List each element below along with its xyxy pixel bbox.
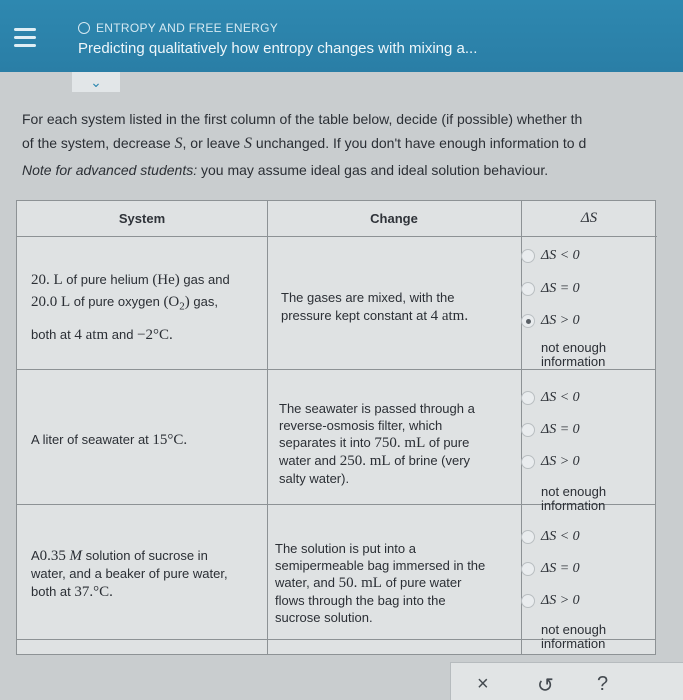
instr-text-a: of the system, decrease bbox=[22, 135, 171, 151]
pressure: 4 atm. bbox=[430, 308, 469, 324]
pressure: 4 atm bbox=[74, 326, 109, 343]
system-cell-2 bbox=[31, 431, 265, 449]
option-row2-unknown[interactable] bbox=[521, 485, 657, 513]
option-row2-gt[interactable] bbox=[521, 454, 657, 470]
volume: 50. mL bbox=[338, 575, 382, 591]
text: water and bbox=[279, 453, 337, 468]
option-row2-lt[interactable] bbox=[521, 390, 657, 406]
note-label: Note for advanced students: bbox=[22, 162, 198, 178]
text: reverse-osmosis filter, which bbox=[279, 418, 443, 433]
menu-icon[interactable] bbox=[8, 20, 42, 54]
radio-button-selected[interactable] bbox=[521, 314, 535, 328]
radio-button[interactable] bbox=[521, 455, 535, 469]
column-divider bbox=[267, 201, 268, 654]
concentration: 0.35 bbox=[39, 548, 66, 564]
option-label: ΔS = 0 bbox=[541, 281, 580, 296]
text: separates it into bbox=[279, 435, 371, 450]
option-row1-unknown[interactable] bbox=[521, 341, 657, 369]
row-divider bbox=[17, 369, 655, 370]
option-label: ΔS > 0 bbox=[541, 313, 580, 328]
radio-button[interactable] bbox=[521, 282, 535, 296]
text: The gases are mixed, with the bbox=[281, 290, 455, 305]
instructions-line-1: For each system listed in the first column of the table below, decide (if possible) whether th bbox=[22, 111, 583, 127]
status-circle-icon bbox=[78, 22, 90, 34]
undo-icon[interactable]: ↺ bbox=[537, 675, 554, 697]
page-title: Predicting qualitatively how entropy changes with mixing a... bbox=[78, 40, 478, 57]
text: both at bbox=[31, 326, 71, 342]
radio-button[interactable] bbox=[521, 594, 535, 608]
text: salty water). bbox=[279, 471, 350, 486]
text: solution of sucrose in bbox=[85, 548, 208, 563]
note-text: you may assume ideal gas and ideal solution behaviour. bbox=[201, 162, 549, 178]
symbol-s: S bbox=[174, 135, 183, 152]
text: The solution is put into a bbox=[275, 541, 416, 556]
section-label bbox=[78, 21, 278, 35]
system-cell-1 bbox=[31, 271, 265, 344]
header-delta-s: ΔS bbox=[521, 201, 657, 237]
option-row3-gt[interactable] bbox=[521, 593, 657, 609]
header-system: System bbox=[17, 201, 267, 237]
option-label: ΔS > 0 bbox=[541, 454, 580, 469]
option-label: ΔS < 0 bbox=[541, 529, 580, 544]
text: of pure oxygen bbox=[73, 294, 160, 309]
text: of pure water bbox=[385, 575, 462, 590]
option-row1-gt[interactable] bbox=[521, 313, 657, 329]
text: of brine (very bbox=[394, 453, 471, 468]
option-label: ΔS > 0 bbox=[541, 593, 580, 608]
text: water, and bbox=[275, 575, 335, 590]
option-row3-unknown[interactable] bbox=[521, 623, 657, 651]
radio-button[interactable] bbox=[521, 562, 535, 576]
volume: 250. mL bbox=[339, 453, 391, 469]
change-cell-2 bbox=[279, 400, 517, 487]
radio-button[interactable] bbox=[521, 423, 535, 437]
section-name: ENTROPY AND FREE ENERGY bbox=[96, 21, 279, 35]
radio-button[interactable] bbox=[521, 391, 535, 405]
temperature: −2°C. bbox=[137, 326, 173, 343]
text: A bbox=[31, 548, 40, 563]
text: pressure kept constant at bbox=[281, 308, 427, 323]
action-bar bbox=[450, 662, 683, 700]
text: The seawater is passed through a bbox=[279, 401, 475, 416]
volume-o2: 20.0 L bbox=[31, 294, 71, 310]
header-change: Change bbox=[267, 201, 521, 237]
radio-button[interactable] bbox=[521, 530, 535, 544]
option-label: ΔS = 0 bbox=[541, 422, 580, 437]
text: of pure bbox=[428, 435, 470, 450]
option-row3-eq[interactable] bbox=[521, 561, 657, 577]
temperature: 15°C. bbox=[152, 432, 188, 448]
text: both at bbox=[31, 584, 71, 599]
option-label: ΔS < 0 bbox=[541, 248, 580, 263]
system-cell-3 bbox=[31, 547, 265, 601]
option-label: not enough information bbox=[541, 622, 607, 651]
help-icon[interactable]: ? bbox=[597, 673, 609, 695]
option-label: ΔS = 0 bbox=[541, 561, 580, 576]
change-cell-3 bbox=[275, 540, 519, 626]
instr-text-c: unchanged. If you don't have enough information to d bbox=[255, 135, 587, 151]
paren: ) bbox=[184, 294, 190, 310]
option-row1-eq[interactable] bbox=[521, 281, 657, 297]
volume: 750. mL bbox=[374, 435, 426, 451]
option-row1-lt[interactable] bbox=[521, 248, 657, 264]
text: semipermeable bag immersed in the bbox=[275, 558, 486, 573]
close-icon[interactable]: × bbox=[477, 673, 489, 695]
advanced-note bbox=[22, 162, 548, 178]
option-label: not enough information bbox=[541, 484, 607, 513]
option-row2-eq[interactable] bbox=[521, 422, 657, 438]
instructions-line-2 bbox=[22, 131, 683, 156]
text: A liter of seawater at bbox=[31, 432, 149, 447]
formula-o2: (O bbox=[163, 294, 180, 310]
chevron-down-icon[interactable]: ⌄ bbox=[72, 72, 120, 92]
text: and bbox=[111, 326, 134, 342]
text: gas, bbox=[193, 294, 218, 309]
radio-button[interactable] bbox=[521, 249, 535, 263]
symbol-s: S bbox=[244, 135, 253, 152]
text: sucrose solution. bbox=[275, 610, 373, 625]
text: flows through the bag into the bbox=[275, 593, 446, 608]
option-label: ΔS < 0 bbox=[541, 390, 580, 405]
instructions bbox=[22, 107, 683, 156]
instr-text-b: , or leave bbox=[182, 135, 241, 151]
entropy-table bbox=[16, 200, 656, 655]
temperature: 37.°C. bbox=[74, 584, 113, 600]
text: of pure helium bbox=[66, 272, 149, 287]
option-row3-lt[interactable] bbox=[521, 529, 657, 545]
volume-he: 20. L bbox=[31, 272, 63, 288]
option-label: not enough information bbox=[541, 340, 607, 369]
change-cell-1 bbox=[281, 289, 517, 325]
subscript: 2 bbox=[179, 300, 185, 313]
text: gas and bbox=[183, 272, 230, 287]
top-header bbox=[0, 0, 683, 72]
formula-he: (He) bbox=[152, 272, 180, 288]
molarity-unit: M bbox=[69, 548, 83, 564]
text: water, and a beaker of pure water, bbox=[31, 566, 228, 581]
